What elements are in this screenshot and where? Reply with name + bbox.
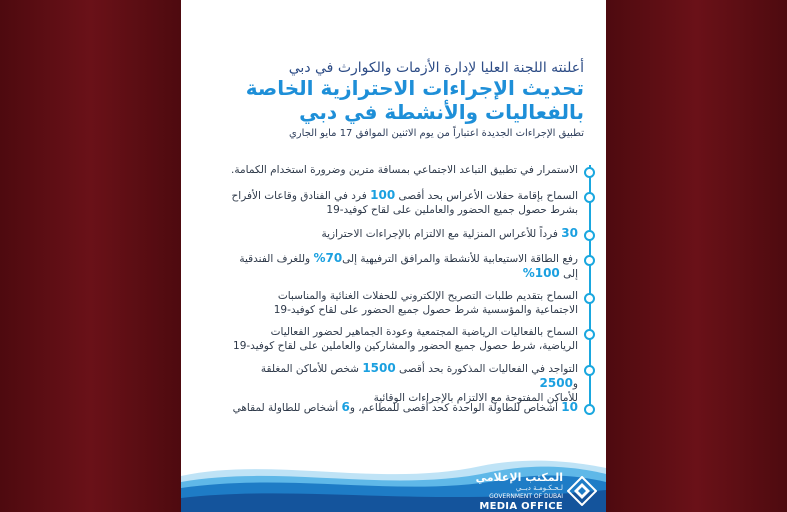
timeline-dot <box>584 365 595 376</box>
measure-item <box>223 400 578 415</box>
measure-line <box>223 303 578 317</box>
highlight-number: 10 <box>561 400 578 414</box>
header-title-line-2: بالفعاليات والأنشطة في دبي <box>299 100 584 124</box>
measure-text: الاجتماعية والمؤسسية شرط حصول جميع الحضور على لقاح كوفيد-19 <box>273 304 578 316</box>
measure-line <box>223 289 578 303</box>
measure-line <box>223 266 578 281</box>
timeline-dot <box>584 167 595 178</box>
measure-line <box>223 400 578 415</box>
highlight-number: 1500 <box>362 361 396 375</box>
measure-line <box>223 361 578 391</box>
timeline-dot <box>584 255 595 266</box>
infographic-card <box>181 0 606 512</box>
highlight-number: 100 <box>370 188 396 202</box>
measure-text: أشخاص للطاولة لمقاهي <box>232 402 342 414</box>
highlight-number: 30 <box>561 226 578 240</box>
measure-item <box>223 251 578 281</box>
right-background-panel <box>606 0 787 512</box>
measure-item <box>223 361 578 405</box>
measure-item <box>223 163 578 177</box>
measure-line <box>223 203 578 217</box>
highlight-number: 70% <box>313 251 343 265</box>
timeline-dot <box>584 230 595 241</box>
measure-text: السماح بتقديم طلبات التصريح الإلكتروني للحفلات الغنائية والمناسبات <box>277 290 578 302</box>
measure-text: السماح بالفعاليات الرياضية المجتمعية وعودة الجماهير لحضور الفعاليات <box>270 326 578 338</box>
measure-line <box>223 188 578 203</box>
measure-line <box>223 251 578 266</box>
media-office-emblem-icon <box>567 476 597 506</box>
measure-text: فرداً للأعراس المنزلية مع الالتزام بالإجراءات الاحترازية <box>321 228 562 240</box>
measure-text: الرياضية، شرط حصول جميع الحضور والمشاركين والعاملين على لقاح كوفيد-19 <box>233 340 578 352</box>
measure-text: فرد في الفنادق وقاعات الأفراح <box>231 190 371 202</box>
measure-line <box>223 339 578 353</box>
highlight-number: 6 <box>341 400 350 414</box>
timeline-dot <box>584 329 595 340</box>
logo-english-gov: GOVERNMENT OF DUBAI <box>489 493 563 500</box>
measure-line <box>223 226 578 241</box>
measure-line <box>223 163 578 177</box>
logo-arabic-name: المكتب الإعلامي <box>475 471 563 484</box>
media-office-logo-text <box>473 472 563 512</box>
timeline-dot <box>584 192 595 203</box>
measure-text: إلى <box>559 268 578 280</box>
measure-text: للأماكن المفتوحة مع الالتزام بالإجراءات الوقائية <box>373 392 578 404</box>
measure-item <box>223 226 578 241</box>
measure-text: السماح بإقامة حفلات الأعراس بحد أقصى <box>395 190 578 202</box>
date-line: تطبيق الإجراءات الجديدة اعتباراً من يوم الاثنين الموافق 17 مايو الجاري <box>288 128 584 139</box>
measure-text: بشرط حصول جميع الحضور والعاملين على لقاح كوفيد-19 <box>326 204 578 216</box>
timeline-dot <box>584 404 595 415</box>
measure-text: شخص للأماكن المغلقة و <box>260 363 578 390</box>
measure-line <box>223 325 578 339</box>
highlight-number: 2500 <box>539 376 573 390</box>
timeline-dot <box>584 293 595 304</box>
measure-text: الاستمرار في تطبيق التباعد الاجتماعي بمسافة مترين وضرورة استخدام الكمامة. <box>231 164 578 176</box>
measure-text: رفع الطاقة الاستيعابية للأنشطة والمرافق الترفيهية إلى <box>342 253 578 265</box>
header-title-line-1: تحديث الإجراءات الاحترازية الخاصة <box>245 76 584 100</box>
left-background-panel <box>0 0 181 512</box>
measure-text: أشخاص للطاولة الواحدة كحد أقصى للمطاعم، و <box>349 402 562 414</box>
header-subtitle: أعلنته اللجنة العليا لإدارة الأزمات والكوارث في دبي <box>288 60 584 76</box>
highlight-number: 100% <box>522 266 560 280</box>
measure-text: وللغرف الفندقية <box>239 253 314 265</box>
measure-item <box>223 325 578 353</box>
logo-arabic-gov: لـحـكـومـة دبــي <box>515 484 563 492</box>
measure-item <box>223 289 578 317</box>
logo-english-name: MEDIA OFFICE <box>479 501 563 512</box>
measure-text: التواجد في الفعاليات المذكورة بحد أقصى <box>395 363 578 375</box>
measure-item <box>223 188 578 217</box>
